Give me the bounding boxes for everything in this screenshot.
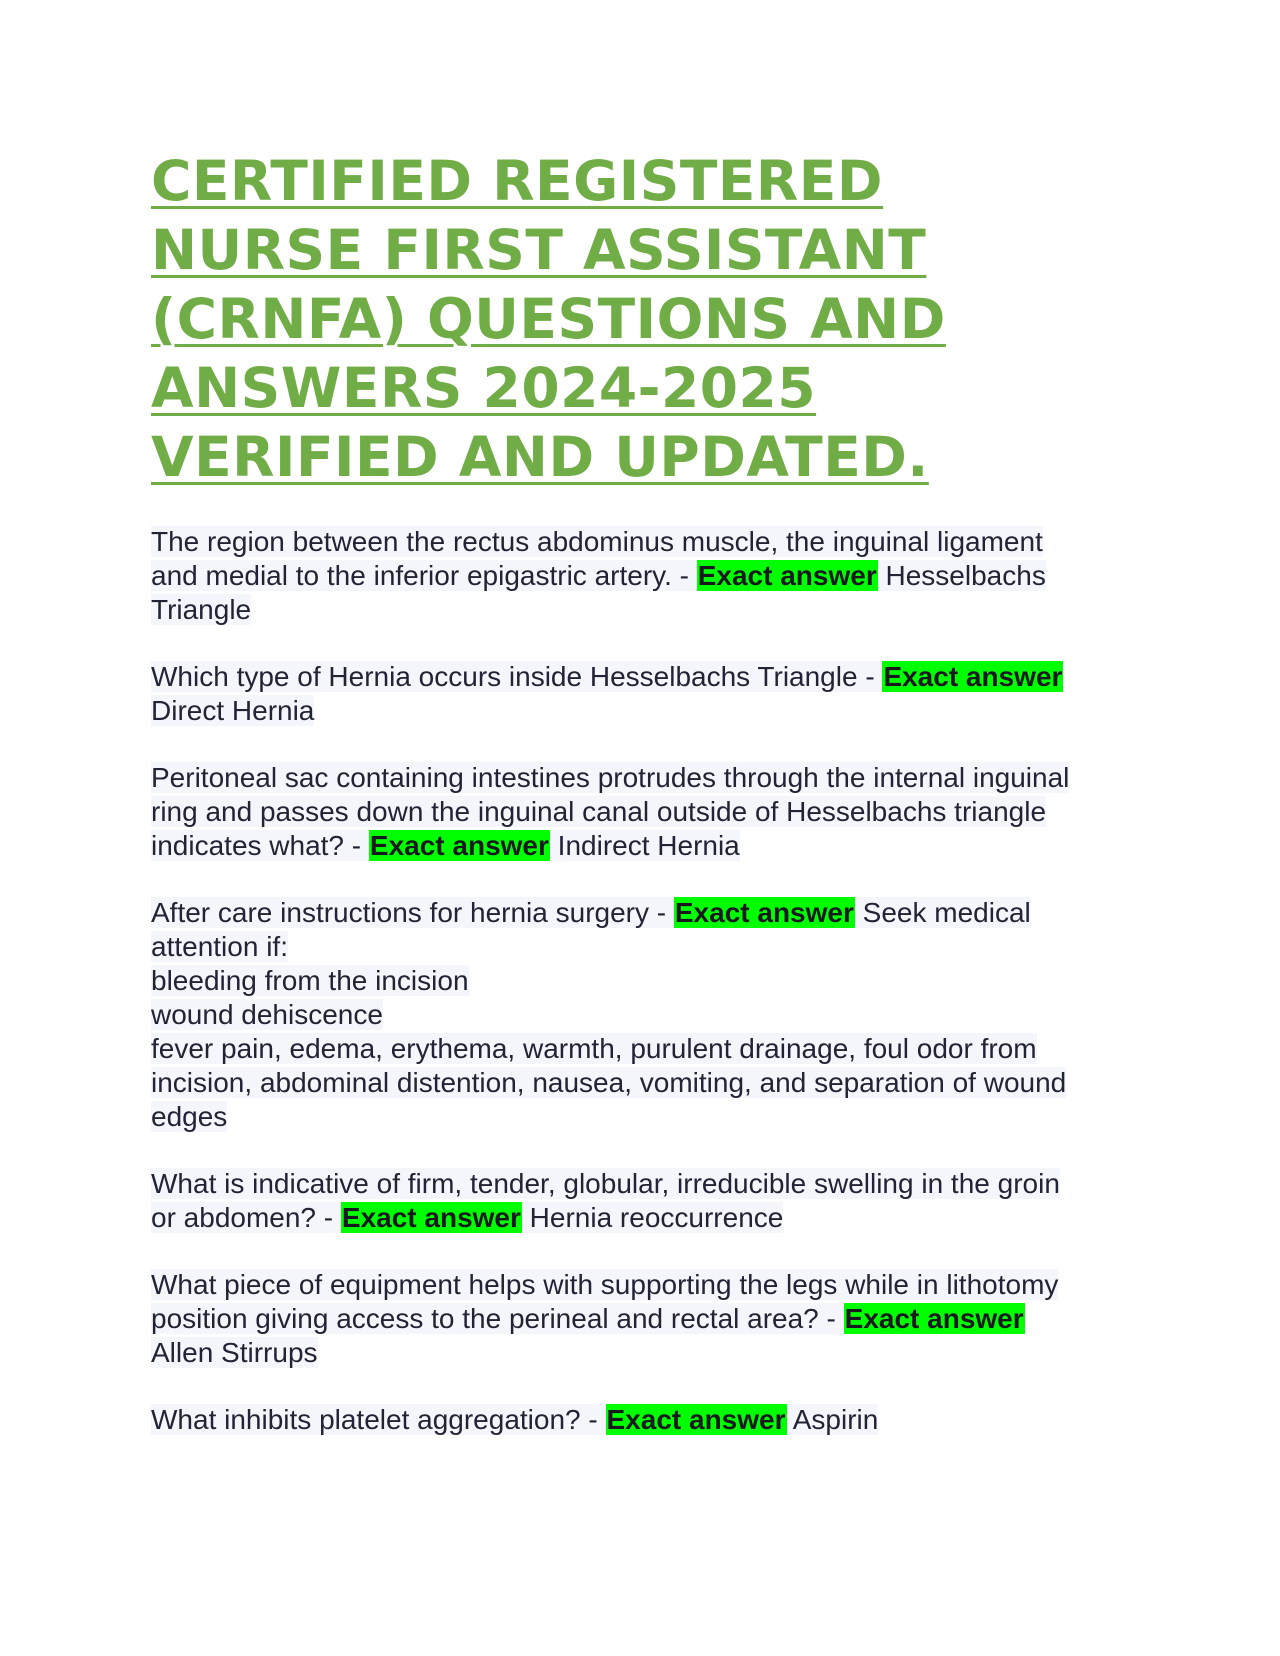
answer-text: edges (151, 1101, 228, 1132)
answer-text: Allen Stirrups (151, 1337, 318, 1368)
question-text: and medial to the inferior epigastric artery. - (151, 560, 689, 591)
answer-text: attention if: (151, 931, 288, 962)
exact-answer-label: Exact answer (341, 1202, 521, 1233)
answer-text: Hesselbachs (885, 560, 1046, 591)
question-text: What is indicative of firm, tender, globular, irreducible swelling in the groin (151, 1168, 1060, 1199)
answer-text: incision, abdominal distention, nausea, vomiting, and separation of wound (151, 1067, 1067, 1098)
qa-item (151, 1403, 1131, 1437)
qa-item (151, 1268, 1131, 1370)
title-line: (CRNFA) QUESTIONS AND (151, 287, 946, 351)
question-text: Which type of Hernia occurs inside Hesselbachs Triangle - (151, 661, 875, 692)
title-line: ANSWERS 2024-2025 (151, 356, 817, 420)
answer-text: Hernia reoccurrence (529, 1202, 784, 1233)
title-line: NURSE FIRST ASSISTANT (151, 218, 927, 282)
qa-item (151, 660, 1131, 728)
answer-text: Aspirin (792, 1404, 879, 1435)
question-text: Peritoneal sac containing intestines protrudes through the internal inguinal (151, 762, 1070, 793)
question-text: ring and passes down the inguinal canal outside of Hesselbachs triangle (151, 796, 1047, 827)
question-text: The region between the rectus abdominus muscle, the inguinal ligament (151, 526, 1043, 557)
document-title (151, 147, 1021, 492)
answer-text: Triangle (151, 594, 252, 625)
answer-text: wound dehiscence (151, 999, 383, 1030)
exact-answer-label: Exact answer (606, 1404, 786, 1435)
question-text: indicates what? - (151, 830, 362, 861)
qa-item (151, 761, 1131, 863)
question-text: After care instructions for hernia surgery - (151, 897, 667, 928)
question-text: position giving access to the perineal and rectal area? - (151, 1303, 836, 1334)
answer-text: Seek medical (862, 897, 1031, 928)
title-line: CERTIFIED REGISTERED (151, 149, 884, 213)
qa-item (151, 896, 1131, 1134)
exact-answer-label: Exact answer (674, 897, 854, 928)
exact-answer-label: Exact answer (697, 560, 877, 591)
title-line: VERIFIED AND UPDATED. (151, 425, 929, 489)
question-text: What inhibits platelet aggregation? - (151, 1404, 598, 1435)
question-text: or abdomen? - (151, 1202, 334, 1233)
answer-text: Direct Hernia (151, 695, 315, 726)
answer-text: bleeding from the incision (151, 965, 469, 996)
exact-answer-label: Exact answer (844, 1303, 1024, 1334)
answer-text: Indirect Hernia (557, 830, 740, 861)
exact-answer-label: Exact answer (883, 661, 1063, 692)
exact-answer-label: Exact answer (369, 830, 549, 861)
answer-text: fever pain, edema, erythema, warmth, purulent drainage, foul odor from (151, 1033, 1037, 1064)
qa-item (151, 525, 1131, 627)
qa-item (151, 1167, 1131, 1235)
qa-list (151, 525, 1131, 1470)
question-text: What piece of equipment helps with supporting the legs while in lithotomy (151, 1269, 1059, 1300)
